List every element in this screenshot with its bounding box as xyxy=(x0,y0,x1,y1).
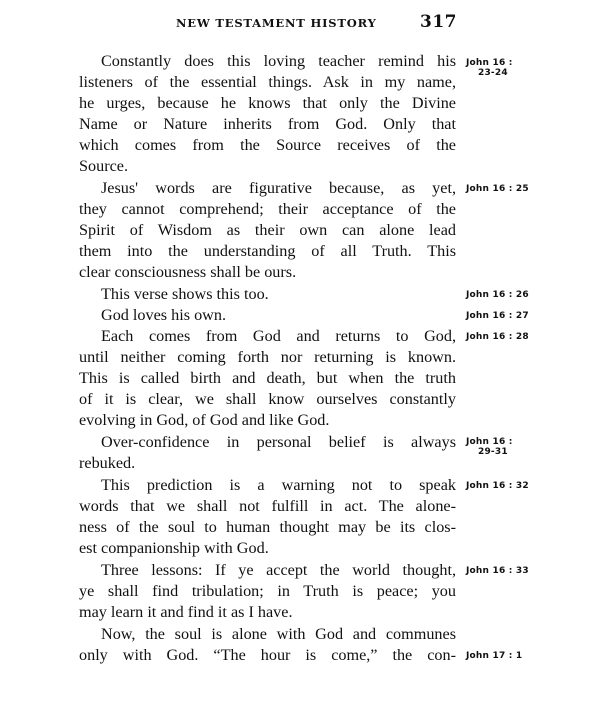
text-line: until neither coming forth nor returning is known. xyxy=(79,348,456,366)
scripture-reference xyxy=(466,58,513,78)
text-line: Each comes from God and returns to God, xyxy=(101,327,456,345)
text-line: he urges, because he knows that only the Divine xyxy=(79,94,456,112)
text-line: words that we shall not fulfill in act. The alone- xyxy=(79,497,456,515)
text-line: rebuked. xyxy=(79,454,136,472)
text-line: ness of the soul to human thought may be its clos- xyxy=(79,518,456,536)
text-line: Spirit of Wisdom as their own can alone lead xyxy=(79,221,456,239)
text-line: them into the understanding of all Truth. This xyxy=(79,242,456,260)
scripture-reference: John 16 : 28 xyxy=(466,332,529,342)
text-line: Jesus' words are figurative because, as yet, xyxy=(101,179,456,197)
text-line: only with God. “The hour is come,” the con- xyxy=(79,646,456,664)
text-line: This verse shows this too. xyxy=(101,285,269,303)
text-line: God loves his own. xyxy=(101,306,227,324)
text-line: Now, the soul is alone with God and communes xyxy=(101,625,456,643)
text-line: Over-confidence in personal belief is always xyxy=(101,433,456,451)
text-line: they cannot comprehend; their acceptance of the xyxy=(79,200,456,218)
text-line: evolving in God, of God and like God. xyxy=(79,411,330,429)
scripture-reference: John 16 : 25 xyxy=(466,184,529,194)
text-line: of it is clear, we shall know ourselves constantly xyxy=(79,390,456,408)
text-line: This is called birth and death, but when the truth xyxy=(79,369,456,387)
running-title: NEW TESTAMENT HISTORY xyxy=(176,16,377,30)
text-line: listeners of the essential things. Ask in my name, xyxy=(79,73,456,91)
text-line: ye shall find tribulation; in Truth is peace; you xyxy=(79,582,456,600)
page-number: 317 xyxy=(420,12,457,32)
text-line: clear consciousness shall be ours. xyxy=(79,263,297,281)
text-line: Source. xyxy=(79,157,128,175)
text-line: which comes from the Source receives of the xyxy=(79,136,456,154)
scripture-reference xyxy=(466,437,513,457)
text-line: Name or Nature inherits from God. Only that xyxy=(79,115,456,133)
scripture-reference: John 17 : 1 xyxy=(466,651,523,661)
text-line: est companionship with God. xyxy=(79,539,269,557)
text-line: Three lessons: If ye accept the world thought, xyxy=(101,561,456,579)
reference-line: John 16 : xyxy=(466,58,513,68)
scripture-reference: John 16 : 26 xyxy=(466,290,529,300)
reference-line: 29-31 xyxy=(478,447,508,457)
text-line: This prediction is a warning not to speak xyxy=(101,476,456,494)
scripture-reference: John 16 : 33 xyxy=(466,566,529,576)
text-line: may learn it and find it as I have. xyxy=(79,603,293,621)
text-line: Constantly does this loving teacher remind his xyxy=(101,52,456,70)
scripture-reference: John 16 : 27 xyxy=(466,311,529,321)
scripture-reference: John 16 : 32 xyxy=(466,481,529,491)
reference-line: John 16 : xyxy=(466,437,513,447)
reference-line: 23-24 xyxy=(478,68,508,78)
